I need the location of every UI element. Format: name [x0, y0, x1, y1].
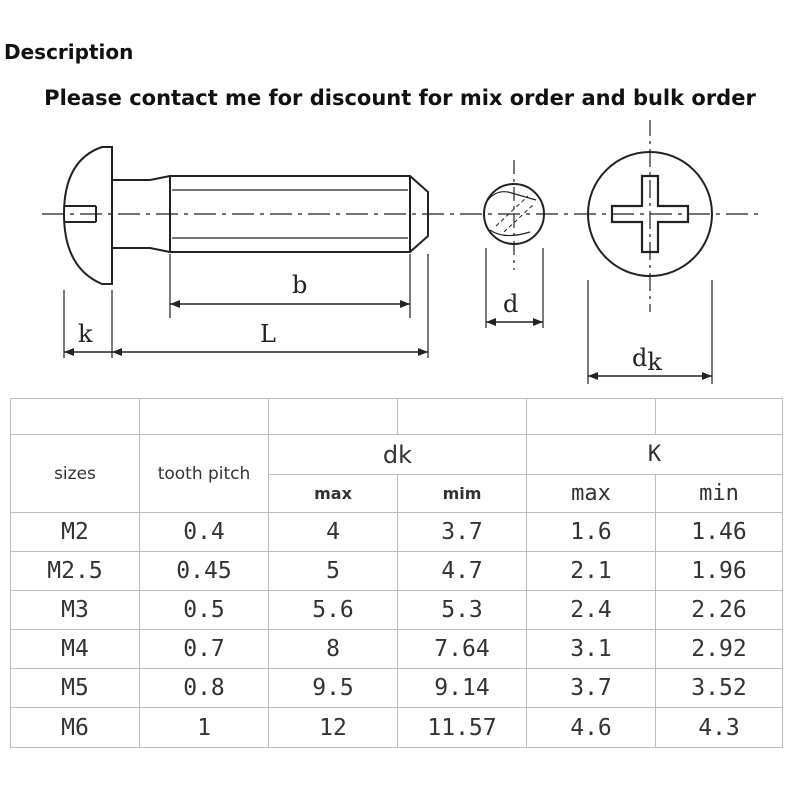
- cell-dk-max: 5.6: [269, 591, 398, 630]
- header-dk-group: dk: [269, 435, 527, 475]
- header-k-max: max: [527, 475, 656, 513]
- label-d: d: [503, 290, 519, 318]
- header-tooth-pitch: tooth pitch: [140, 435, 269, 513]
- description-heading: Description: [4, 40, 134, 64]
- cell-dk-min: 5.3: [398, 591, 527, 630]
- screw-head: [64, 147, 112, 284]
- cell-k-max: 3.7: [527, 669, 656, 708]
- table-row: [11, 591, 783, 630]
- specification-table: [10, 398, 782, 748]
- header-k-group: K: [527, 435, 783, 475]
- cell-pitch: 0.8: [140, 669, 269, 708]
- cell-dk-max: 8: [269, 630, 398, 669]
- header-dk-min: mim: [398, 475, 527, 513]
- header-k-min: min: [656, 475, 783, 513]
- label-L: L: [260, 320, 276, 348]
- cell-pitch: 0.5: [140, 591, 269, 630]
- cell-dk-min: 11.57: [398, 708, 527, 748]
- cell-dk-min: 3.7: [398, 513, 527, 552]
- cell-size: M4: [11, 630, 140, 669]
- cell-dk-min: 9.14: [398, 669, 527, 708]
- header-sizes: sizes: [11, 435, 140, 513]
- cell-dk-max: 9.5: [269, 669, 398, 708]
- cell-dk-max: 4: [269, 513, 398, 552]
- header-dk-max: max: [269, 475, 398, 513]
- cell-k-min: 2.26: [656, 591, 783, 630]
- cell-size: M2.5: [11, 552, 140, 591]
- screw-dimension-drawing: [0, 120, 800, 390]
- cell-size: M2: [11, 513, 140, 552]
- table-row: [11, 669, 783, 708]
- cell-pitch: 1: [140, 708, 269, 748]
- cell-pitch: 0.45: [140, 552, 269, 591]
- table-row: [11, 708, 783, 748]
- cell-pitch: 0.7: [140, 630, 269, 669]
- label-k: k: [78, 320, 93, 348]
- cell-k-min: 4.3: [656, 708, 783, 748]
- cell-dk-max: 5: [269, 552, 398, 591]
- cell-k-min: 1.96: [656, 552, 783, 591]
- cell-k-max: 2.1: [527, 552, 656, 591]
- cell-size: M5: [11, 669, 140, 708]
- cell-k-min: 2.92: [656, 630, 783, 669]
- cell-size: M6: [11, 708, 140, 748]
- cell-k-max: 4.6: [527, 708, 656, 748]
- cell-k-max: 3.1: [527, 630, 656, 669]
- table-row: [11, 630, 783, 669]
- cell-pitch: 0.4: [140, 513, 269, 552]
- cell-dk-max: 12: [269, 708, 398, 748]
- discount-notice: Please contact me for discount for mix order and bulk order: [44, 86, 756, 110]
- cell-k-min: 1.46: [656, 513, 783, 552]
- cell-k-max: 1.6: [527, 513, 656, 552]
- label-dk: dk: [632, 344, 662, 376]
- cell-size: M3: [11, 591, 140, 630]
- cell-dk-min: 4.7: [398, 552, 527, 591]
- cell-dk-min: 7.64: [398, 630, 527, 669]
- table-row: [11, 513, 783, 552]
- label-b: b: [292, 271, 308, 299]
- table-row: [11, 552, 783, 591]
- cell-k-max: 2.4: [527, 591, 656, 630]
- cell-k-min: 3.52: [656, 669, 783, 708]
